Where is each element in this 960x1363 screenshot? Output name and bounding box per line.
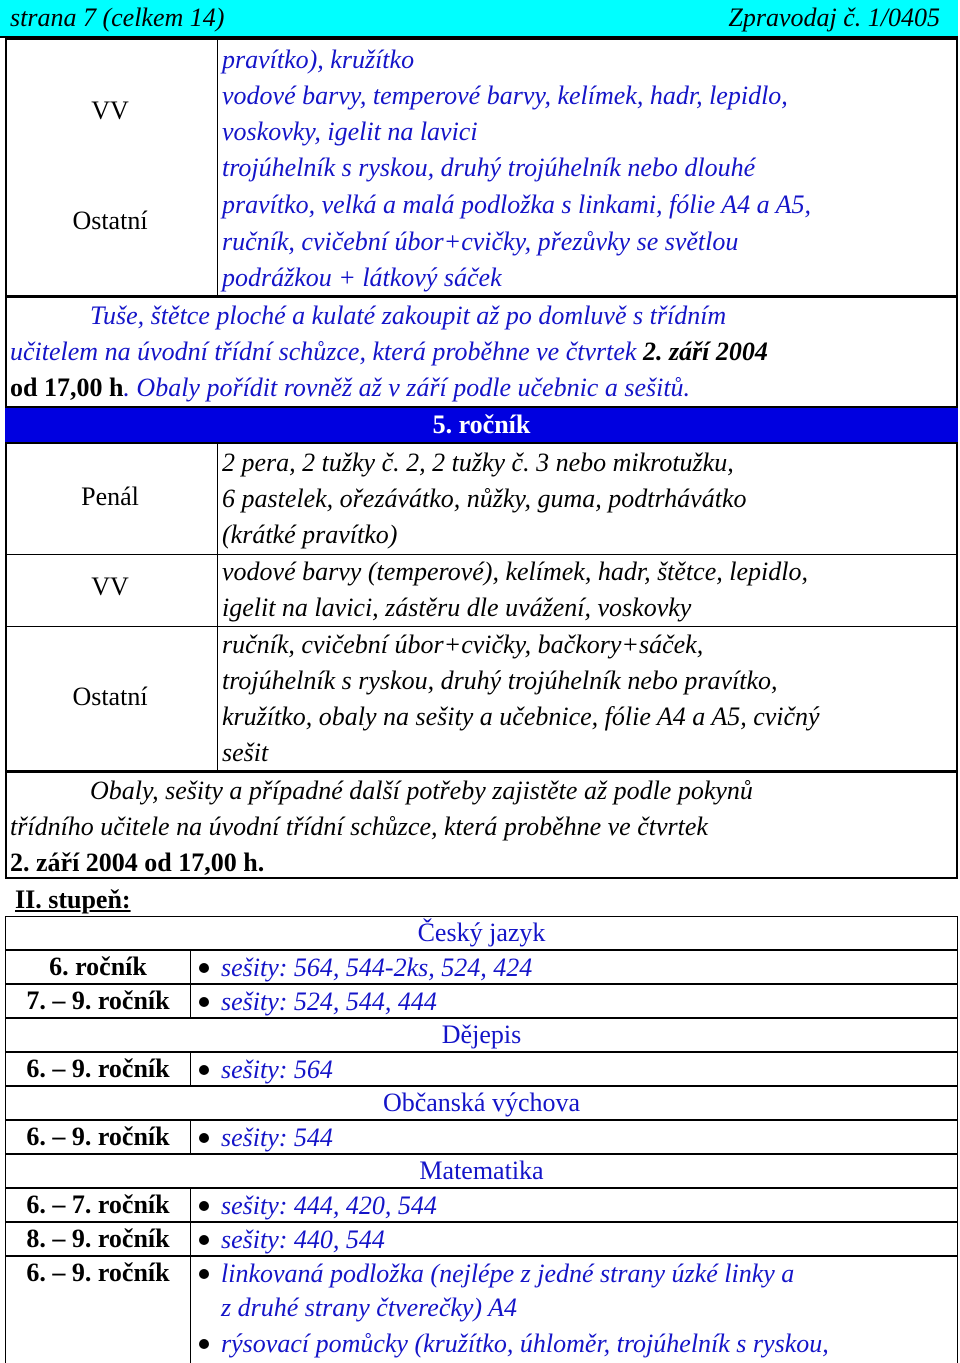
note1-line-1: Tuše, štětce ploché a kulaté zakoupit až po domluvě s třídním bbox=[90, 301, 727, 330]
vv-line-1: vodové barvy, temperové barvy, kelímek, hadr, lepidlo, bbox=[222, 81, 788, 110]
items-cell: sešity: 440, 544 bbox=[221, 1225, 385, 1254]
ostatni-line-1: trojúhelník s ryskou, druhý trojúhelník nebo dlouhé bbox=[222, 153, 756, 182]
note2-line-2: třídního učitele na úvodní třídní schůzce, která proběhne ve čtvrtek bbox=[10, 812, 708, 841]
grade5-heading: 5. ročník bbox=[5, 408, 958, 442]
grade-cell: 6. ročník bbox=[6, 951, 191, 983]
items-cell-line-1: linkovaná podložka (nejlépe z jedné strany úzké linky a bbox=[221, 1259, 795, 1288]
grade5-vv-line-2: igelit na lavici, zástěru dle uvážení, voskovky bbox=[222, 593, 692, 622]
bullet-icon bbox=[199, 1065, 209, 1075]
table-row bbox=[5, 1120, 958, 1154]
items-cell-line-3: rýsovací pomůcky (kružítko, úhloměr, trojúhelník s ryskou, bbox=[221, 1329, 829, 1358]
table-row bbox=[5, 1222, 958, 1256]
penal-line-3: (krátké pravítko) bbox=[222, 520, 398, 549]
bullet-icon bbox=[199, 1133, 209, 1143]
items-cell-line-2: z druhé strany čtverečky) A4 bbox=[221, 1293, 518, 1322]
grade5-ostatni-label: Ostatní bbox=[72, 682, 148, 711]
grade-cell: 7. – 9. ročník bbox=[6, 985, 191, 1017]
bullet-icon bbox=[199, 997, 209, 1007]
grade-cell: 8. – 9. ročník bbox=[6, 1223, 191, 1255]
grade-cell: 6. – 9. ročník bbox=[6, 1257, 191, 1363]
note2-line-1: Obaly, sešity a případné další potřeby zajistěte až podle pokynů bbox=[90, 776, 753, 805]
ostatni-line-3: ručník, cvičební úbor+cvičky, přezůvky se světlou bbox=[222, 227, 739, 256]
grade5-vv-line-1: vodové barvy (temperové), kelímek, hadr, štětce, lepidlo, bbox=[222, 557, 808, 586]
bullet-icon bbox=[199, 1201, 209, 1211]
penal-line-1: 2 pera, 2 tužky č. 2, 2 tužky č. 3 nebo mikrotužku, bbox=[222, 448, 734, 477]
items-cell: sešity: 544 bbox=[221, 1123, 333, 1152]
grade-cell: 6. – 9. ročník bbox=[6, 1121, 191, 1153]
table-row bbox=[5, 1052, 958, 1086]
grade-cell: 6. – 9. ročník bbox=[6, 1053, 191, 1085]
items-cell: sešity: 564, 544-2ks, 524, 424 bbox=[221, 953, 533, 982]
table-row bbox=[5, 950, 958, 984]
page-header bbox=[0, 0, 958, 38]
grade5-ostatni-line-4: sešit bbox=[222, 738, 269, 767]
grade5-ostatni-line-1: ručník, cvičební úbor+cvičky, bačkory+sáček, bbox=[222, 630, 704, 659]
note1-line-3: . Obaly pořídit rovněž až v září podle učebnic a sešitů. bbox=[123, 373, 691, 402]
table-row bbox=[5, 1256, 958, 1363]
grade5-ostatni-line-2: trojúhelník s ryskou, druhý trojúhelník nebo pravítko, bbox=[222, 666, 778, 695]
subject-civics: Občanská výchova bbox=[5, 1086, 958, 1120]
grade5-vv-label: VV bbox=[91, 572, 129, 601]
bullet-icon bbox=[199, 1235, 209, 1245]
note1-time: od 17,00 h bbox=[10, 373, 124, 402]
penal-line-2: 6 pastelek, ořezávátko, nůžky, guma, podtrhávátko bbox=[222, 484, 747, 513]
grade-cell: 6. – 7. ročník bbox=[6, 1189, 191, 1221]
items-cell: sešity: 564 bbox=[221, 1055, 333, 1084]
subject-math: Matematika bbox=[5, 1154, 958, 1188]
page-number: strana 7 (celkem 14) bbox=[10, 3, 225, 32]
vv-label: VV bbox=[91, 96, 129, 125]
subject-history: Dějepis bbox=[5, 1018, 958, 1052]
ostatni-line-2: pravítko, velká a malá podložka s linkami, fólie A4 a A5, bbox=[222, 190, 812, 219]
vv-line-2: voskovky, igelit na lavici bbox=[222, 117, 478, 146]
subject-czech: Český jazyk bbox=[5, 916, 958, 950]
bullet-icon bbox=[199, 963, 209, 973]
table-row bbox=[5, 984, 958, 1018]
items-cell: sešity: 444, 420, 544 bbox=[221, 1191, 437, 1220]
note1-date: 2. září 2004 bbox=[642, 337, 768, 366]
table-row bbox=[5, 1188, 958, 1222]
bullet-icon bbox=[199, 1269, 209, 1279]
ostatni-line-4: podrážkou + látkový sáček bbox=[222, 263, 502, 292]
ostatni-label: Ostatní bbox=[72, 206, 148, 235]
grade5-ostatni-line-3: kružítko, obaly na sešity a učebnice, fólie A4 a A5, cvičný bbox=[222, 702, 820, 731]
stage2-heading: II. stupeň: bbox=[15, 885, 131, 914]
newsletter-issue: Zpravodaj č. 1/0405 bbox=[728, 3, 940, 32]
items-cell: sešity: 524, 544, 444 bbox=[221, 987, 437, 1016]
penal-label: Penál bbox=[81, 482, 139, 511]
bullet-icon bbox=[199, 1339, 209, 1349]
continued-line: pravítko), kružítko bbox=[222, 45, 415, 74]
note2-line-3: 2. září 2004 od 17,00 h. bbox=[10, 848, 265, 877]
note1-line-2: učitelem na úvodní třídní schůzce, která proběhne ve čtvrtek bbox=[10, 337, 637, 366]
